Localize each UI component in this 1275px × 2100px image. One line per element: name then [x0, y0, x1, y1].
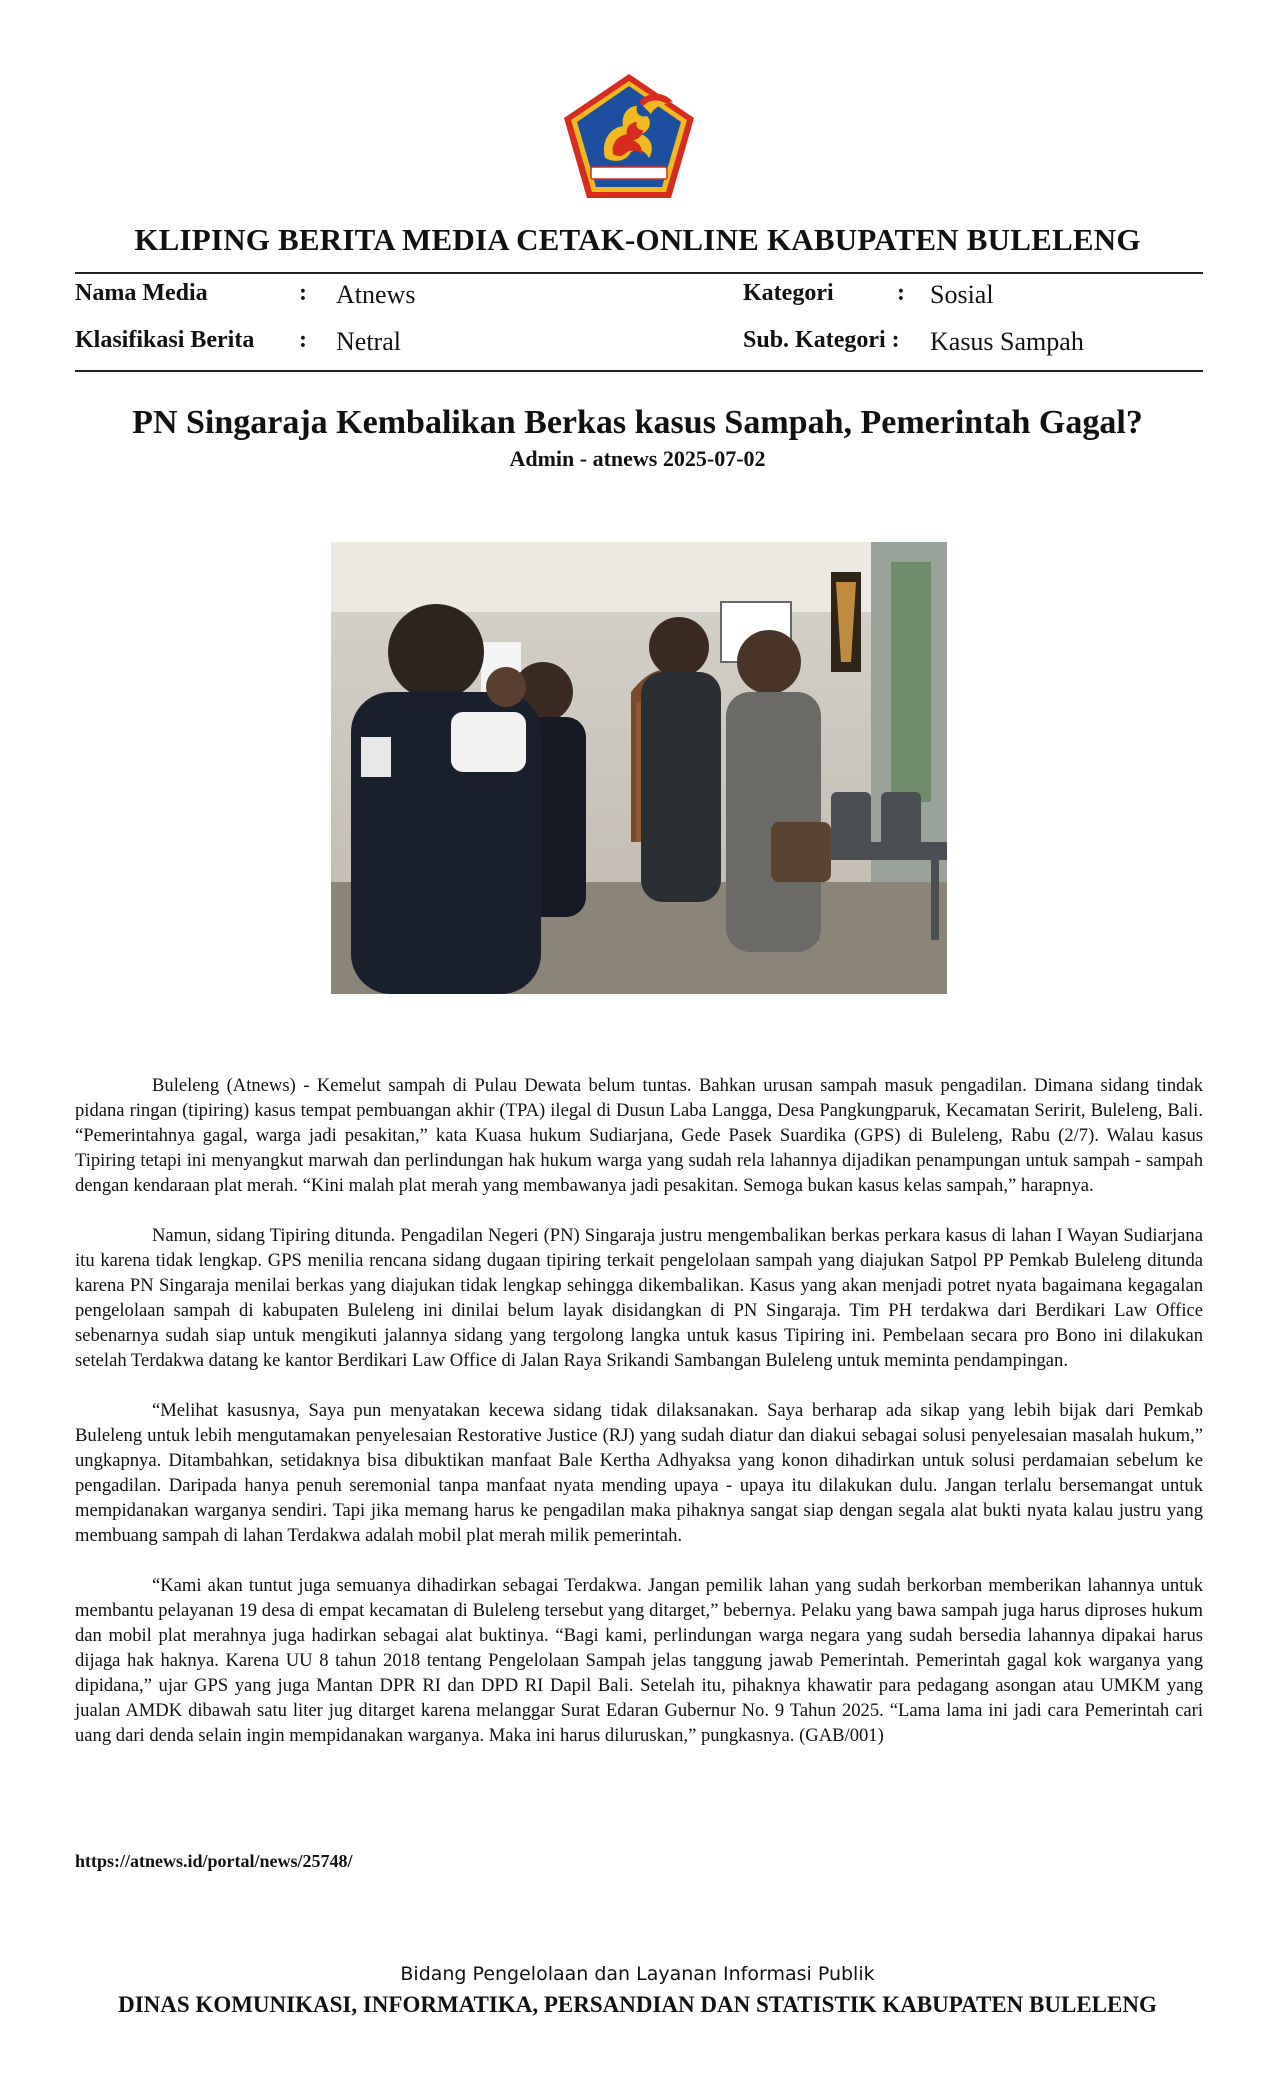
kategori-label: Kategori	[743, 280, 834, 306]
article-source-link[interactable]: https://atnews.id/portal/news/25748/	[75, 1851, 353, 1871]
article-paragraph-3: “Melihat kasusnya, Saya pun menyatakan kecewa sidang tidak dilaksanakan. Saya berharap ada sikap yang lebih bijak dari Pemkab Buleleng untuk lebih mengutamakan penyelesaian Restorative Justice (RJ) yang sudah diatur dan diakui sebagai solusi penyelesaian masalah hukum,” ungkapnya. Ditambahkan, setidaknya bisa dibuktikan manfaat Bale Kertha Adhyaksa yang konon dihadirkan untuk solusi perdamaian sebelum ke pengadilan. Daripada hanya penuh seremonial tanpa manfaat nyata mending upaya - upaya itu dilakukan dulu. Jangan terlalu bersemangat untuk mempidanakan warganya sendiri. Tapi jika memang harus ke pengadilan maka pihaknya sangat siap dengan segala alat bukti nyata kalau justru yang membuang sampah di lahan Terdakwa adalah mobil plat merah milik pemerintah.	[75, 1400, 1203, 1546]
article-headline: PN Singaraja Kembalikan Berkas kasus Sampah, Pemerintah Gagal?	[132, 404, 1143, 441]
nama-media-colon: :	[299, 280, 307, 306]
sub-kategori-label: Sub. Kategori :	[743, 327, 900, 353]
nama-media-value: Atnews	[336, 280, 416, 309]
article-paragraph-4: “Kami akan tuntut juga semuanya dihadirkan sebagai Terdakwa. Jangan pemilik lahan yang sudah berkorban memberikan lahannya untuk membantu pelayanan 19 desa di empat kecamatan di Buleleng tersebut yang ditarget,” bebernya. Pelaku yang bawa sampah juga harus diproses hukum dan mobil plat merahnya juga hadirkan sebagai alat buktinya. “Bagi kami, perlindungan warga negara yang sudah bersedia lahannya dipakai harus dijaga hak haknya. Karena UU 8 tahun 2018 tentang Pengelolaan Sampah jelas tanggung jawab Pemerintah. Pemerintah gagal kok warganya yang dipidana,” ujar GPS yang juga Mantan DPR RI dan DPD RI Dapil Bali. Setelah itu, pihaknya khawatir para pedagang asongan atau UMKM yang jualan AMDK dibawah satu liter jug ditarget karena melanggar Surat Edaran Gubernur No. 9 Tahun 2025. “Lama lama ini jadi cara Pemerintah cari uang dari denda selain ingin mempidanakan warganya. Maka ini harus diluruskan,” pungkasnya. (GAB/001)	[75, 1575, 1203, 1746]
meta-row-media	[75, 280, 1203, 314]
article-photo	[331, 542, 947, 994]
article-byline: Admin - atnews 2025-07-02	[509, 446, 766, 471]
kategori-value: Sosial	[930, 280, 994, 309]
header-rule-top	[75, 272, 1203, 274]
meta-row-klasifikasi	[75, 327, 1203, 361]
kliping-title: KLIPING BERITA MEDIA CETAK-ONLINE KABUPATEN BULELENG	[134, 222, 1141, 257]
header-rule-bottom	[75, 370, 1203, 372]
buleleng-emblem-logo	[561, 72, 697, 200]
footer-division: Bidang Pengelolaan dan Layanan Informasi Publik	[400, 1963, 875, 1985]
footer-agency: DINAS KOMUNIKASI, INFORMATIKA, PERSANDIAN DAN STATISTIK KABUPATEN BULELENG	[118, 1992, 1157, 2017]
kategori-colon: :	[897, 280, 905, 306]
buleleng-regency-emblem-icon	[561, 72, 697, 200]
klasifikasi-colon: :	[299, 327, 307, 353]
sub-kategori-value: Kasus Sampah	[930, 327, 1084, 356]
nama-media-label: Nama Media	[75, 280, 208, 306]
article-paragraph-1: Buleleng (Atnews) - Kemelut sampah di Pulau Dewata belum tuntas. Bahkan urusan sampah masuk pengadilan. Dimana sidang tindak pidana ringan (tipiring) kasus tempat pembuangan akhir (TPA) ilegal di Dusun Laba Langga, Desa Pangkungparuk, Kecamatan Seririt, Buleleng, Bali. “Pemerintahnya gagal, warga jadi pesakitan,” kata Kuasa hukum Sudiarjana, Gede Pasek Suardika (GPS) di Buleleng, Rabu (2/7). Walau kasus Tipiring tetapi ini menyangkut marwah dan perlindungan hak hukum warga yang sudah rela lahannya dijadikan penampungan untuk sampah - sampah dengan kendaraan plat merah. “Kini malah plat merah yang membawanya jadi pesakitan. Semoga bukan kasus kelas sampah,” harapnya.	[75, 1075, 1203, 1196]
article-body	[75, 1073, 1203, 1773]
klasifikasi-label: Klasifikasi Berita	[75, 327, 255, 353]
article-paragraph-2: Namun, sidang Tipiring ditunda. Pengadilan Negeri (PN) Singaraja justru mengembalikan berkas perkara kasus di lahan I Wayan Sudiarjana itu karena tidak lengkap. GPS menilia rencana sidang dugaan tipiring terkait pengelolaan sampah yang diajukan Satpol PP Pemkab Buleleng ditunda karena PN Singaraja menilai berkas yang diajukan tidak lengkap sehingga dikembalikan. Kasus yang akan menjadi potret nyata bagaimana kegagalan pengelolaan sampah di kabupaten Buleleng ini dinilai belum layak disidangkan di PN Singaraja. Tim PH terdakwa dari Berdikari Law Office sebenarnya sudah siap untuk mengikuti jalannya sidang yang tergolong langka untuk kasus Tipiring ini. Pembelaan secara pro Bono ini dilakukan setelah Terdakwa datang ke kantor Berdikari Law Office di Jalan Raya Srikandi Sambangan Buleleng untuk meminta pendampingan.	[75, 1225, 1203, 1371]
klasifikasi-value: Netral	[336, 327, 401, 356]
court-hallway-photo-icon	[331, 542, 947, 994]
